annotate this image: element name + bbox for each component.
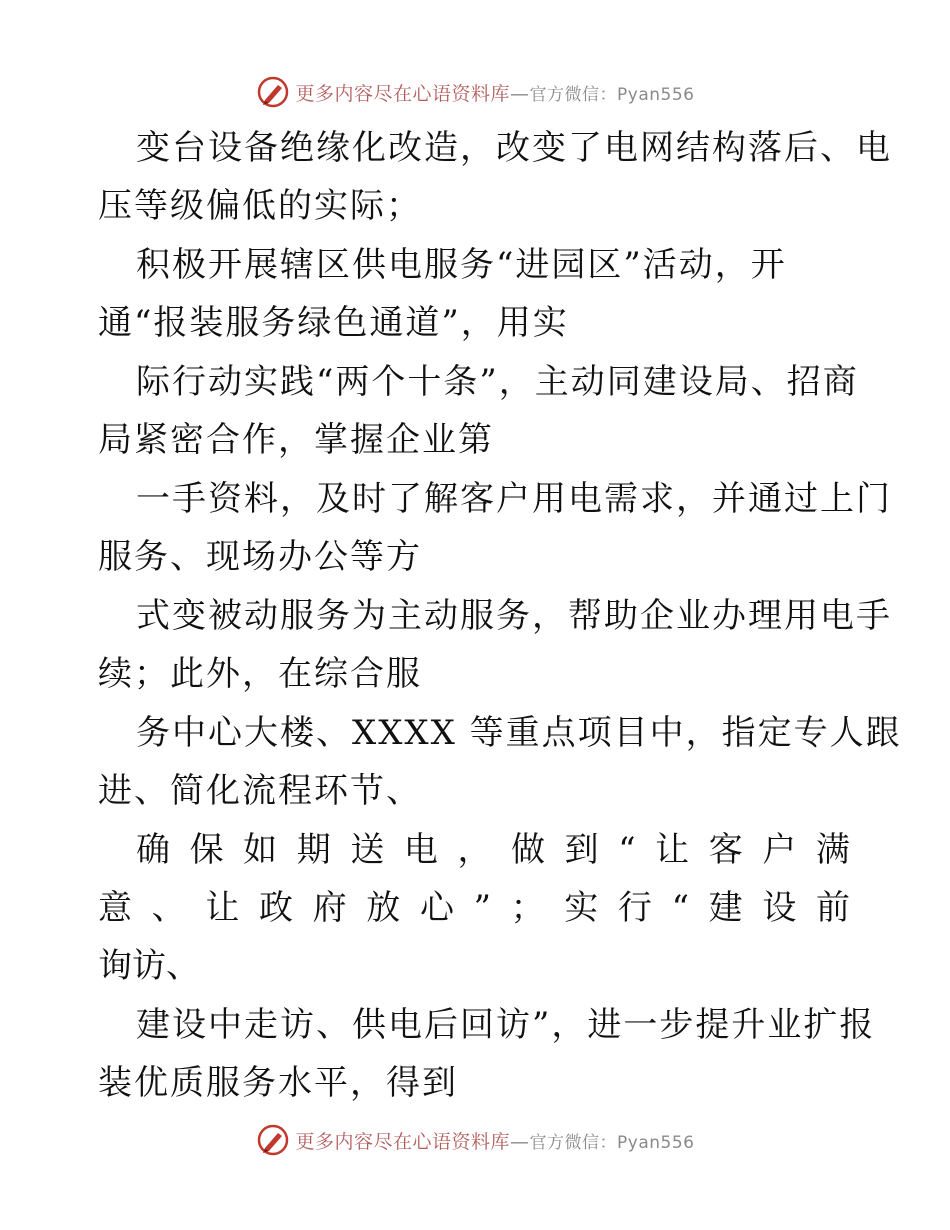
text-line-spread: [98, 946, 200, 986]
text-line: 式变被动服务为主动服务，帮助企业办理用电手: [136, 596, 892, 636]
text-line: 通“报装服务绿色通道”，用实: [98, 303, 569, 343]
spread-char: 电: [403, 830, 438, 870]
spread-char: ”: [473, 888, 491, 928]
spread-char: 行: [617, 888, 652, 928]
pen-logo-icon: [256, 1123, 290, 1157]
spread-char: 期: [296, 830, 331, 870]
text-line: 务中心大楼、XXXX 等重点项目中，指定专人跟: [136, 713, 902, 753]
text-line: 变台设备绝缘化改造，改变了电网结构落后、电: [136, 128, 892, 168]
wechat-id: Pyan556: [617, 84, 695, 105]
wechat-label: 官方微信：: [529, 84, 618, 105]
spread-char: “: [671, 888, 689, 928]
spread-char: 客: [708, 830, 743, 870]
text-line: 一手资料，及时了解客户用电需求，并通过上门: [136, 479, 892, 519]
wechat-id: Pyan556: [617, 1132, 695, 1153]
spread-char: 让: [205, 888, 240, 928]
spread-char: 送: [350, 830, 385, 870]
footer-watermark-banner: [0, 1120, 950, 1160]
spread-char: 确: [136, 830, 170, 870]
spread-char: 访: [132, 946, 166, 986]
spread-char: 放: [366, 888, 401, 928]
spread-char: 、: [166, 946, 200, 986]
spread-char: 意: [98, 888, 132, 928]
banner-title: 更多内容尽在心语资料库: [295, 1130, 511, 1153]
text-line: 进、简化流程环节、: [98, 771, 422, 811]
spread-char: 满: [815, 830, 850, 870]
wechat-label: 官方微信：: [529, 1132, 618, 1153]
spread-char: 询: [98, 946, 132, 986]
spread-char: “: [618, 830, 636, 870]
spread-char: 府: [312, 888, 347, 928]
text-line: 压等级偏低的实际；: [98, 186, 422, 226]
text-line-spread: [136, 830, 850, 870]
spread-char: ；: [510, 888, 545, 928]
banner-separator: —: [510, 82, 530, 105]
spread-char: 设: [762, 888, 797, 928]
header-watermark-banner: [0, 72, 950, 112]
spread-char: 到: [564, 830, 599, 870]
text-line: 局紧密合作，掌握企业第: [98, 420, 494, 460]
text-line: 际行动实践“两个十条”，主动同建设局、招商: [136, 362, 859, 402]
spread-char: 前: [815, 888, 850, 928]
spread-char: 、: [151, 888, 186, 928]
spread-char: ，: [457, 830, 492, 870]
spread-char: 心: [419, 888, 454, 928]
spread-char: 如: [243, 830, 278, 870]
spread-char: 政: [258, 888, 293, 928]
pen-logo-icon: [256, 75, 290, 109]
banner-separator: —: [510, 1130, 530, 1153]
banner-title: 更多内容尽在心语资料库: [295, 82, 511, 105]
spread-char: 让: [655, 830, 690, 870]
spread-char: 保: [189, 830, 224, 870]
spread-char: 实: [564, 888, 599, 928]
text-line: 建设中走访、供电后回访”，进一步提升业扩报: [136, 1005, 876, 1045]
text-line: 服务、现场办公等方: [98, 537, 422, 577]
text-line: 续；此外，在综合服: [98, 654, 422, 694]
text-line-spread: [98, 888, 850, 928]
spread-char: 做: [511, 830, 546, 870]
banner-text: [296, 1127, 695, 1154]
text-line: 积极开展辖区供电服务“进园区”活动，开: [136, 245, 787, 285]
banner-text: [296, 79, 695, 106]
spread-char: 户: [762, 830, 797, 870]
spread-char: 建: [708, 888, 743, 928]
text-line: 装优质服务水平，得到: [98, 1063, 458, 1103]
